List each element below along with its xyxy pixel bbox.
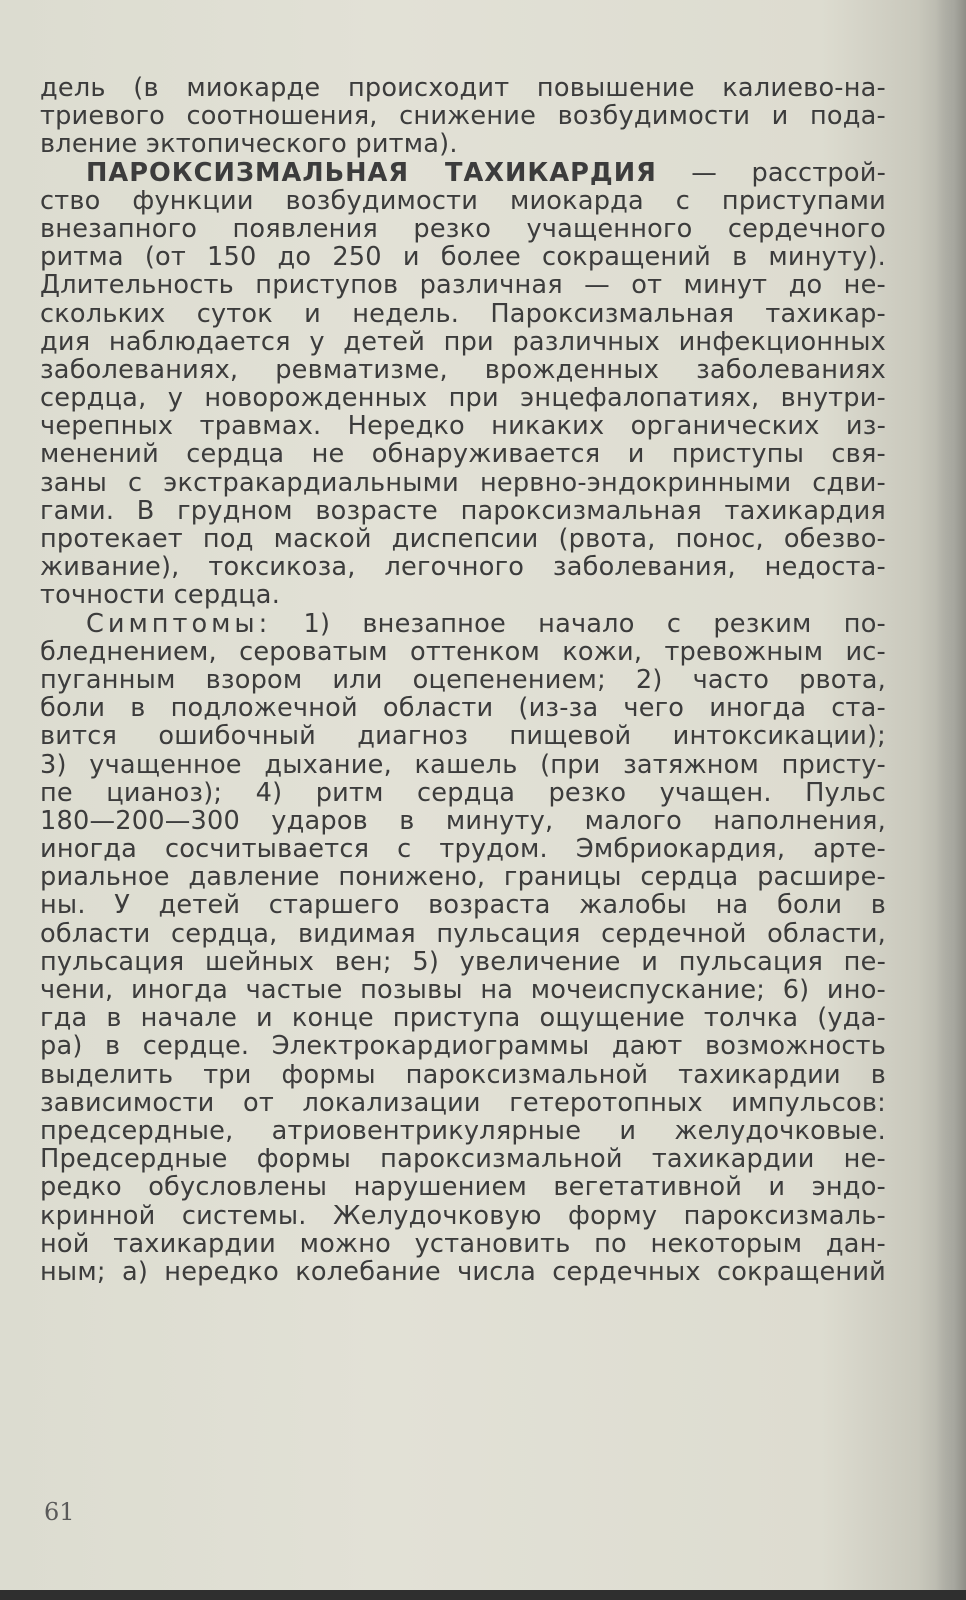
page-edge-shadow <box>936 0 966 1600</box>
text-line: 180—200—300 ударов в минуту, малого наполнения, <box>40 805 886 836</box>
article-heading: ПАРОКСИЗМАЛЬНАЯ ТАХИКАРДИЯ <box>86 157 657 188</box>
text-line: 3) учащенное дыхание, кашель (при затяжном присту- <box>40 749 886 780</box>
heading-line-rest: — расстрой- <box>656 157 886 188</box>
text-line: вление эктопического ритма). <box>40 129 458 160</box>
text-line: точности сердца. <box>40 580 281 611</box>
text-line: пуганным взором или оцепенением; 2) часто рвота, <box>40 664 886 695</box>
heading-line <box>40 159 886 187</box>
text-line: пе цианоз); 4) ритм сердца резко учащен. Пульс <box>40 777 886 808</box>
text-line: кринной системы. Желудочковую форму пароксизмаль- <box>40 1200 886 1231</box>
text-line: заны с экстракардиальными нервно-эндокринными сдви- <box>40 467 886 498</box>
text-line: чени, иногда частые позывы на мочеиспускание; 6) ино- <box>40 975 886 1005</box>
text-line: черепных травмах. Нередко никаких органических из- <box>40 411 886 442</box>
text-line: гда в начале и конце приступа ощущение толчка (уда- <box>40 1003 886 1034</box>
text-line: Предсердные формы пароксизмальной тахикардии не- <box>40 1144 886 1175</box>
symptoms-line-rest: 1) внезапное начало с резким по- <box>271 608 886 639</box>
text-line: дия наблюдается у детей при различных инфекционных <box>40 326 886 357</box>
text-line: области сердца, видимая пульсация сердечной области, <box>40 918 886 949</box>
text-line: скольких суток и недель. Пароксизмальная тахикар- <box>40 298 886 329</box>
text-line: внезапного появления резко учащенного сердечного <box>40 213 886 244</box>
text-line: заболеваниях, ревматизме, врожденных заболеваниях <box>40 354 886 385</box>
text-line: бледнением, сероватым оттенком кожи, тревожным ис- <box>40 636 886 667</box>
text-line: ра) в сердце. Электрокардиограммы дают возможность <box>40 1031 886 1062</box>
text-line: протекает под маской диспепсии (рвота, понос, обезво- <box>40 524 886 554</box>
text-line: сердца, у новорожденных при энцефалопатиях, внутри- <box>40 383 886 414</box>
page-text <box>40 74 886 1286</box>
text-line: ритма (от 150 до 250 и более сокращений в минуту). <box>40 242 886 273</box>
symptoms-label: Симптомы: <box>86 608 272 639</box>
text-line: триевого соотношения, снижение возбудимости и пода- <box>40 101 886 132</box>
text-line: вится ошибочный диагноз пищевой интоксикации); <box>40 721 886 752</box>
text-line: риальное давление понижено, границы сердца расшире- <box>40 862 886 893</box>
text-line: гами. В грудном возрасте пароксизмальная тахикардия <box>40 495 886 526</box>
text-line: ной тахикардии можно установить по некоторым дан- <box>40 1228 886 1259</box>
text-line: редко обусловлены нарушением вегетативной и эндо- <box>40 1172 886 1203</box>
text-line: менений сердца не обнаруживается и приступы свя- <box>40 439 886 470</box>
text-line: иногда сосчитывается с трудом. Эмбриокардия, арте- <box>40 834 886 865</box>
text-line: ным; а) нередко колебание числа сердечных сокращений <box>40 1256 886 1287</box>
text-line: зависимости от локализации гетеротопных импульсов: <box>40 1087 886 1118</box>
text-line: боли в подложечной области (из-за чего иногда ста- <box>40 693 886 724</box>
text-line: ство функции возбудимости миокарда с приступами <box>40 185 886 216</box>
text-line: пульсация шейных вен; 5) увеличение и пульсация пе- <box>40 946 886 977</box>
symptoms-line <box>40 610 886 638</box>
text-line: Длительность приступов различная — от минут до не- <box>40 270 886 301</box>
page-number: 61 <box>44 1498 75 1526</box>
text-line: выделить три формы пароксизмальной тахикардии в <box>40 1059 886 1090</box>
text-line: живание), токсикоза, легочного заболевания, недоста- <box>40 552 886 583</box>
text-line: предсердные, атриовентрикулярные и желудочковые. <box>40 1115 886 1146</box>
page-bottom-border <box>0 1590 966 1600</box>
text-line: дель (в миокарде происходит повышение калиево-на- <box>40 73 886 103</box>
text-line: ны. У детей старшего возраста жалобы на боли в <box>40 890 886 921</box>
